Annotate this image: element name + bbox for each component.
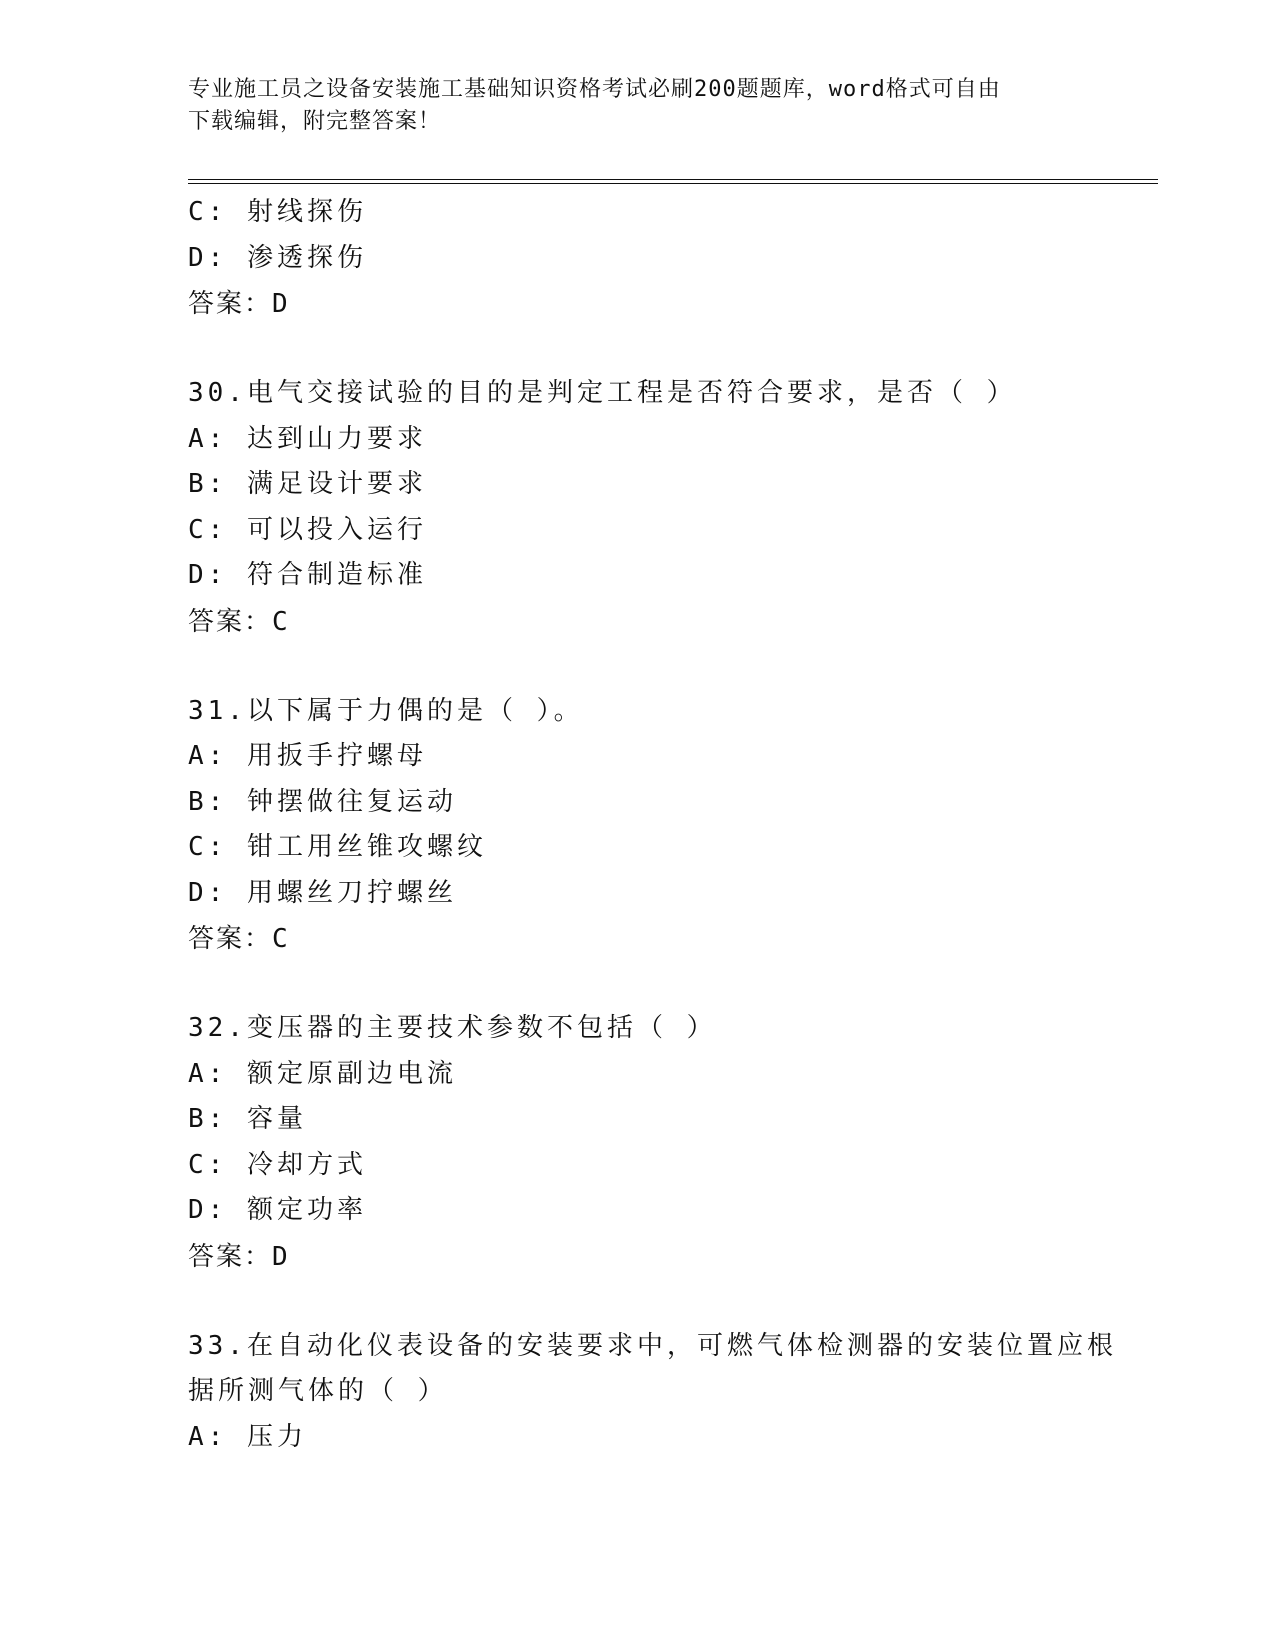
option-d: D: 额定功率 [188, 1195, 367, 1225]
header-line-2: 下载编辑，附完整答案！ [188, 109, 442, 134]
answer: 答案：C [188, 924, 290, 954]
option-c: C: 可以投入运行 [188, 514, 427, 545]
question-31 [188, 689, 1088, 963]
option-d: D: 用螺丝刀拧螺丝 [188, 877, 457, 908]
question-30 [188, 371, 1088, 645]
answer: 答案：C [188, 606, 290, 637]
header-line-1: 专业施工员之设备安装施工基础知识资格考试必刷200题题库，word格式可自由 [188, 77, 1001, 102]
option-a: A: 用扳手拧螺母 [188, 741, 427, 771]
option-c: C: 冷却方式 [188, 1149, 367, 1180]
option-b: B: 容量 [188, 1104, 307, 1134]
option-a: A: 达到山力要求 [188, 423, 427, 454]
option-d: D: 符合制造标准 [188, 560, 427, 590]
option-b: B: 满足设计要求 [188, 469, 427, 499]
question-stem: 31.以下属于力偶的是（ ）。 [188, 695, 584, 726]
option-d: D: 渗透探伤 [188, 242, 367, 273]
answer: 答案：D [188, 1241, 290, 1272]
question-29-tail [188, 190, 1088, 327]
question-stem-line-1: 33.在自动化仪表设备的安装要求中，可燃气体检测器的安装位置应根 [188, 1330, 1117, 1361]
option-b: B: 钟摆做往复运动 [188, 786, 457, 817]
question-33 [188, 1324, 1117, 1461]
question-stem: 32.变压器的主要技术参数不包括（ ） [188, 1013, 717, 1043]
header-divider-top [188, 179, 1158, 180]
document-header [188, 74, 1088, 138]
question-stem: 30.电气交接试验的目的是判定工程是否符合要求，是否（ ） [188, 378, 1017, 408]
option-c: C: 射线探伤 [188, 197, 367, 227]
question-32 [188, 1006, 1088, 1280]
option-a: A: 压力 [188, 1421, 307, 1452]
header-divider-bottom [188, 183, 1158, 184]
question-list [188, 190, 1117, 1460]
question-stem-line-2: 据所测气体的（ ） [188, 1376, 448, 1406]
answer: 答案：D [188, 289, 290, 319]
option-c: C: 钳工用丝锥攻螺纹 [188, 832, 487, 862]
option-a: A: 额定原副边电流 [188, 1058, 457, 1089]
